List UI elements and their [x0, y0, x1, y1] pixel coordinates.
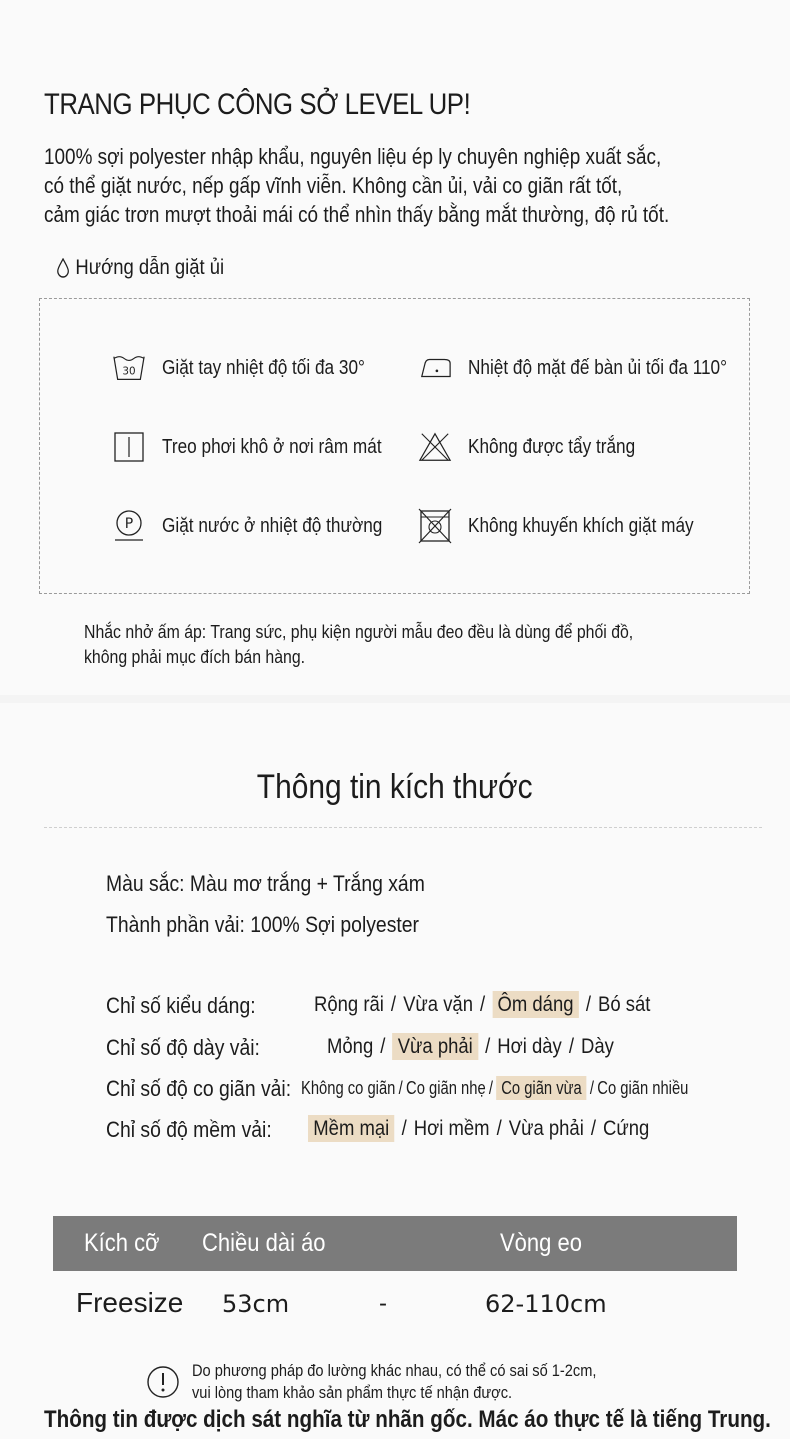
svg-text:30: 30 [122, 365, 136, 378]
care-label: Không khuyến khích giặt máy [468, 514, 694, 537]
option: Co giãn nhiều [597, 1078, 689, 1098]
care-item [418, 509, 730, 543]
color-line: Màu sắc: Màu mơ trắng + Trắng xám [106, 871, 425, 896]
professional-clean-p-icon [112, 509, 146, 543]
translation-note: Thông tin được dịch sát nghĩa từ nhãn gốc. Mác áo thực tế là tiếng Trung. [44, 1406, 771, 1433]
line-dry-shade-icon [112, 430, 146, 464]
option: Cứng [603, 1117, 650, 1140]
header-size: Kích cỡ [84, 1229, 160, 1257]
warm-reminder [84, 620, 633, 670]
option: Hơi dày [497, 1035, 562, 1058]
exclamation-circle-icon [146, 1365, 180, 1399]
stretch-index-options: Không co giãn / Co giãn nhẹ / Co giãn vừa / Co giãn nhiều [301, 1078, 689, 1098]
fabric-line: Thành phần vải: 100% Sợi polyester [106, 912, 419, 937]
option-selected: Ôm dáng [492, 991, 579, 1018]
size-table-header [53, 1216, 737, 1271]
note-line: vui lòng tham khảo sản phẩm thực tế nhận được. [192, 1383, 513, 1402]
option-selected: Vừa phải [392, 1033, 478, 1060]
fit-index-options: Rộng rãi / Vừa vặn / Ôm dáng / Bó sát [314, 993, 651, 1016]
water-drop-icon [56, 258, 70, 278]
size-info-title: Thông tin kích thước [257, 768, 533, 806]
size-panel [0, 703, 790, 1439]
option: Rộng rãi [314, 993, 384, 1016]
stretch-index-label: Chỉ số độ co giãn vải: [106, 1076, 292, 1101]
no-bleach-icon [418, 430, 452, 464]
care-item [112, 430, 417, 464]
care-item [112, 509, 418, 543]
option: Vừa phải [508, 1117, 584, 1140]
option: Không co giãn [301, 1078, 396, 1098]
no-machine-wash-icon [418, 509, 452, 543]
fit-index-label: Chỉ số kiểu dáng: [106, 993, 256, 1018]
intro-line: cảm giác trơn mượt thoải mái có thể nhìn thấy bằng mắt thường, độ rủ tốt. [44, 202, 670, 227]
care-label: Nhiệt độ mặt đế bàn ủi tối đa 110° [468, 356, 728, 379]
option: Dày [581, 1035, 614, 1058]
intro-line: có thể giặt nước, nếp gấp vĩnh viễn. Không cần ủi, vải co giãn rất tốt, [44, 173, 623, 198]
care-item [112, 351, 398, 385]
divider [44, 827, 762, 828]
thickness-index-label: Chỉ số độ dày vải: [106, 1035, 260, 1060]
care-item [418, 351, 769, 385]
iron-icon [418, 351, 452, 385]
page-title: TRANG PHỤC CÔNG SỞ LEVEL UP! [44, 88, 471, 121]
washing-guide-title [56, 256, 224, 280]
cell-dash: - [379, 1290, 387, 1317]
option: Co giãn nhẹ [406, 1078, 486, 1098]
cell-waist: 62-110cm [485, 1290, 607, 1318]
cell-size: Freesize [76, 1287, 184, 1318]
header-waist: Vòng eo [500, 1229, 582, 1257]
softness-index-label: Chỉ số độ mềm vải: [106, 1117, 272, 1142]
option: Bó sát [598, 993, 651, 1016]
care-item [418, 430, 662, 464]
cell-length: 53cm [222, 1290, 290, 1318]
intro-line: 100% sợi polyester nhập khẩu, nguyên liệu ép ly chuyên nghiệp xuất sắc, [44, 144, 662, 169]
care-label: Giặt nước ở nhiệt độ thường [162, 514, 383, 537]
care-label: Giặt tay nhiệt độ tối đa 30° [162, 356, 365, 379]
note-text [192, 1360, 596, 1404]
option: Hơi mềm [413, 1117, 490, 1140]
softness-index-options: Mềm mại / Hơi mềm / Vừa phải / Cứng [308, 1117, 649, 1141]
care-label: Treo phơi khô ở nơi râm mát [162, 435, 382, 458]
hand-wash-30-icon [112, 351, 146, 385]
svg-text:P: P [124, 516, 134, 532]
option-selected: Mềm mại [308, 1115, 395, 1142]
header-length: Chiều dài áo [202, 1229, 326, 1257]
option-selected: Co giãn vừa [496, 1076, 586, 1100]
thickness-index-options: Mỏng / Vừa phải / Hơi dày / Dày [327, 1035, 614, 1058]
care-instructions-box [39, 298, 750, 594]
measurement-note [146, 1360, 662, 1404]
care-label: Không được tẩy trắng [468, 435, 636, 458]
option: Mỏng [327, 1035, 374, 1058]
intro-text [44, 142, 669, 229]
washing-guide-label: Hướng dẫn giặt ủi [75, 256, 225, 279]
option: Vừa vặn [403, 993, 473, 1016]
note-line: Do phương pháp đo lường khác nhau, có thể có sai số 1-2cm, [192, 1361, 597, 1380]
reminder-line: không phải mục đích bán hàng. [84, 647, 306, 667]
reminder-line: Nhắc nhở ấm áp: Trang sức, phụ kiện người mẫu đeo đều là dùng để phối đồ, [84, 622, 634, 642]
